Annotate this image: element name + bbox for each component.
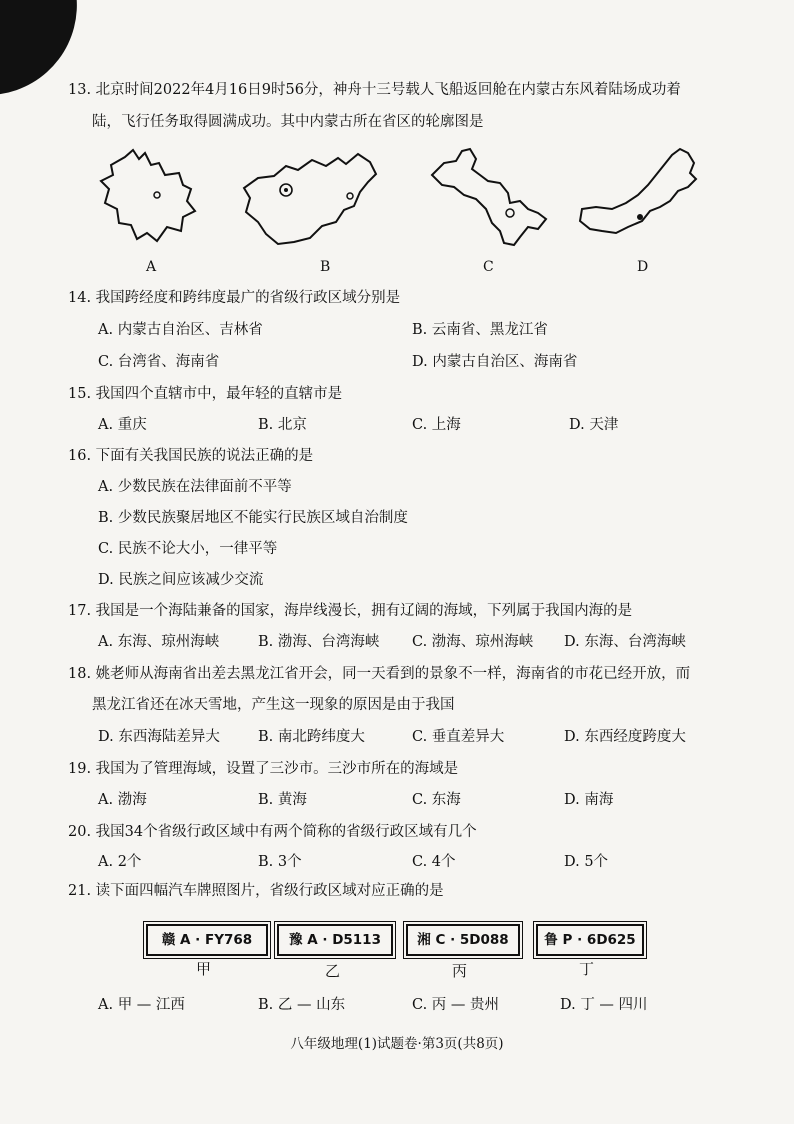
plate-label-yi: 乙	[325, 962, 341, 980]
q15-option-a: A. 重庆	[98, 417, 147, 433]
license-plate-ding: 鲁 P · 6D625	[536, 924, 644, 956]
q17-stem: 17. 我国是一个海陆兼备的国家，海岸线漫长，拥有辽阔的海域，下列属于我国内海的是	[68, 603, 633, 619]
map-outline-a	[95, 145, 215, 250]
q21-option-a: A. 甲 — 江西	[98, 997, 185, 1013]
q20-option-d: D. 5个	[564, 854, 609, 870]
plate-label-ding: 丁	[579, 960, 595, 978]
q13-stem-line1: 13. 北京时间2022年4月16日9时56分，神舟十三号载人飞船返回舱在内蒙古东风着陆场成功着	[68, 82, 681, 98]
license-plate-jia: 赣 A · FY768	[146, 924, 268, 956]
q18-stem-line1: 18. 姚老师从海南省出差去黑龙江省开会，同一天看到的景象不一样，海南省的市花已经开放，而	[68, 666, 691, 682]
plate-label-jia: 甲	[196, 960, 212, 978]
q17-option-a: A. 东海、琼州海峡	[98, 634, 220, 650]
q16-option-c: C. 民族不论大小，一律平等	[98, 541, 278, 557]
q14-option-a: A. 内蒙古自治区、吉林省	[98, 322, 263, 338]
map-label-d: D	[637, 259, 649, 275]
q20-option-b: B. 3个	[258, 854, 302, 870]
q15-option-d: D. 天津	[569, 417, 619, 433]
map-outline-c	[428, 145, 558, 250]
map-label-c: C	[483, 259, 494, 275]
q18-option-a: D. 东西海陆差异大	[98, 729, 220, 745]
page-footer: 八年级地理(1)试题卷·第3页(共8页)	[290, 1036, 504, 1052]
q21-option-b: B. 乙 — 山东	[258, 997, 346, 1013]
q16-option-a: A. 少数民族在法律面前不平等	[98, 479, 292, 495]
q14-option-c: C. 台湾省、海南省	[98, 354, 220, 370]
q13-stem-line2: 陆，飞行任务取得圆满成功。其中内蒙古所在省区的轮廓图是	[92, 114, 484, 130]
q15-option-c: C. 上海	[412, 417, 461, 433]
q19-option-c: C. 东海	[412, 792, 461, 808]
q21-option-c: C. 丙 — 贵州	[412, 997, 500, 1013]
q21-stem: 21. 读下面四幅汽车牌照图片，省级行政区域对应正确的是	[68, 883, 444, 899]
q19-stem: 19. 我国为了管理海域，设置了三沙市。三沙市所在的海域是	[68, 761, 459, 777]
q20-option-c: C. 4个	[412, 854, 456, 870]
q17-option-c: C. 渤海、琼州海峡	[412, 634, 534, 650]
q17-option-b: B. 渤海、台湾海峡	[258, 634, 380, 650]
plate-label-bing: 丙	[452, 962, 468, 980]
q16-stem: 16. 下面有关我国民族的说法正确的是	[68, 448, 314, 464]
q14-option-b: B. 云南省、黑龙江省	[412, 322, 548, 338]
q16-option-d: D. 民族之间应该减少交流	[98, 572, 264, 588]
q18-option-b: B. 南北跨纬度大	[258, 729, 365, 745]
map-label-b: B	[320, 259, 331, 275]
q19-option-a: A. 渤海	[98, 792, 147, 808]
q19-option-d: D. 南海	[564, 792, 614, 808]
q19-option-b: B. 黄海	[258, 792, 307, 808]
q17-option-d: D. 东海、台湾海峡	[564, 634, 686, 650]
map-label-a: A	[146, 259, 157, 275]
license-plate-bing: 湘 C · 5D088	[406, 924, 520, 956]
map-outline-b	[238, 148, 398, 253]
q18-option-d: D. 东西经度跨度大	[564, 729, 686, 745]
q15-stem: 15. 我国四个直辖市中，最年轻的直辖市是	[68, 386, 343, 402]
q18-option-c: C. 垂直差异大	[412, 729, 505, 745]
license-plate-yi: 豫 A · D5113	[277, 924, 393, 956]
q16-option-b: B. 少数民族聚居地区不能实行民族区域自治制度	[98, 510, 408, 526]
q18-stem-line2: 黑龙江省还在冰天雪地，产生这一现象的原因是由于我国	[92, 697, 455, 713]
q14-option-d: D. 内蒙古自治区、海南省	[412, 354, 578, 370]
map-outline-d	[572, 145, 702, 250]
q20-stem: 20. 我国34个省级行政区域中有两个简称的省级行政区域有几个	[68, 824, 477, 840]
q14-stem: 14. 我国跨经度和跨纬度最广的省级行政区域分别是	[68, 290, 401, 306]
q21-option-d: D. 丁 — 四川	[560, 997, 648, 1013]
q15-option-b: B. 北京	[258, 417, 307, 433]
q20-option-a: A. 2个	[98, 854, 142, 870]
